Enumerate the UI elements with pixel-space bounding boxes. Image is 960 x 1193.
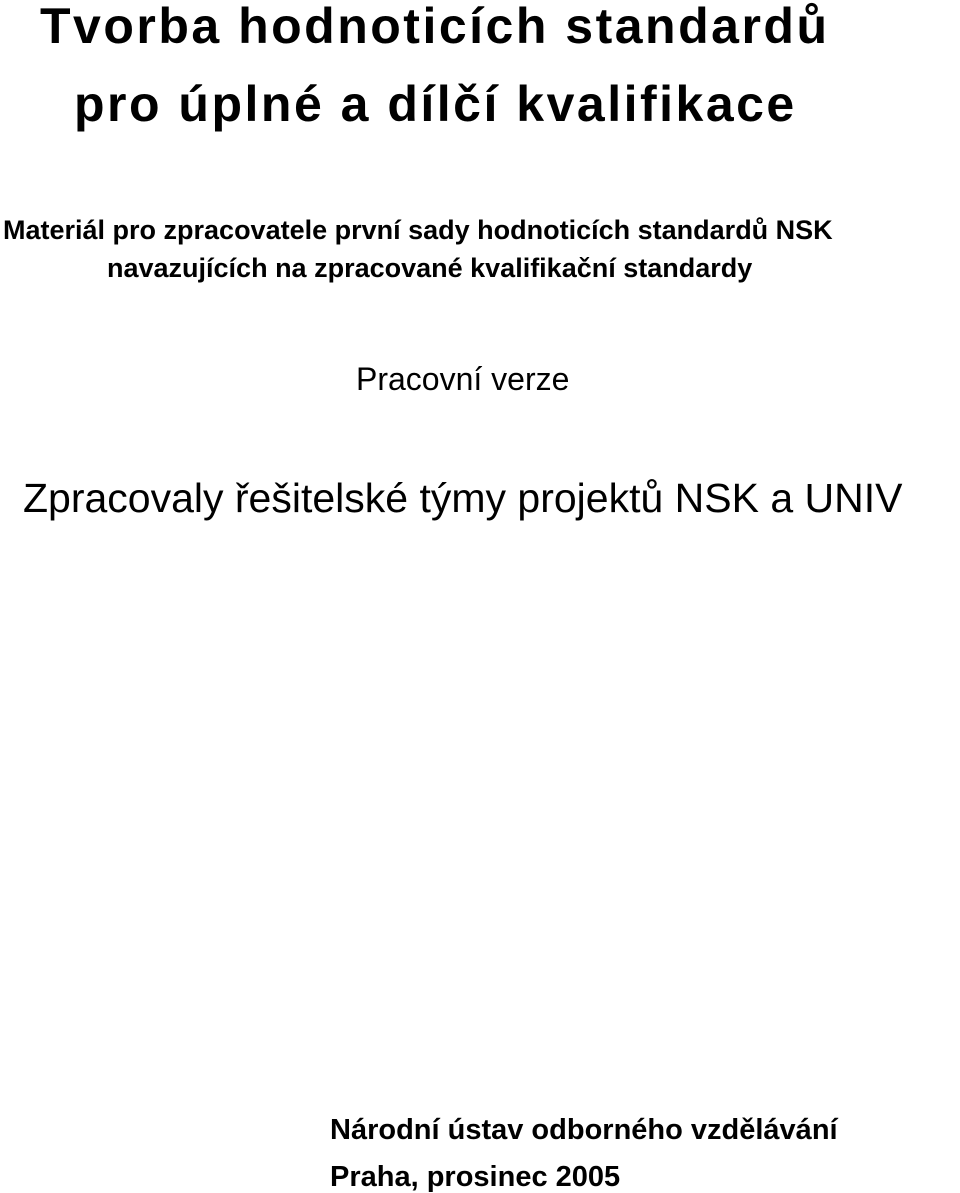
document-subtitle-line-1: Materiál pro zpracovatele první sady hodnoticích standardů NSK	[3, 215, 833, 245]
authors-line: Zpracovaly řešitelské týmy projektů NSK a UNIV	[23, 475, 903, 521]
institution-name: Národní ústav odborného vzdělávání	[330, 1114, 838, 1146]
document-title-line-2: pro úplné a dílčí kvalifikace	[74, 76, 797, 132]
document-title-line-1: Tvorba hodnoticích standardů	[40, 0, 830, 54]
place-and-date: Praha, prosinec 2005	[330, 1161, 621, 1193]
version-label: Pracovní verze	[356, 361, 570, 397]
document-subtitle-line-2: navazujících na zpracované kvalifikační standardy	[107, 253, 753, 283]
